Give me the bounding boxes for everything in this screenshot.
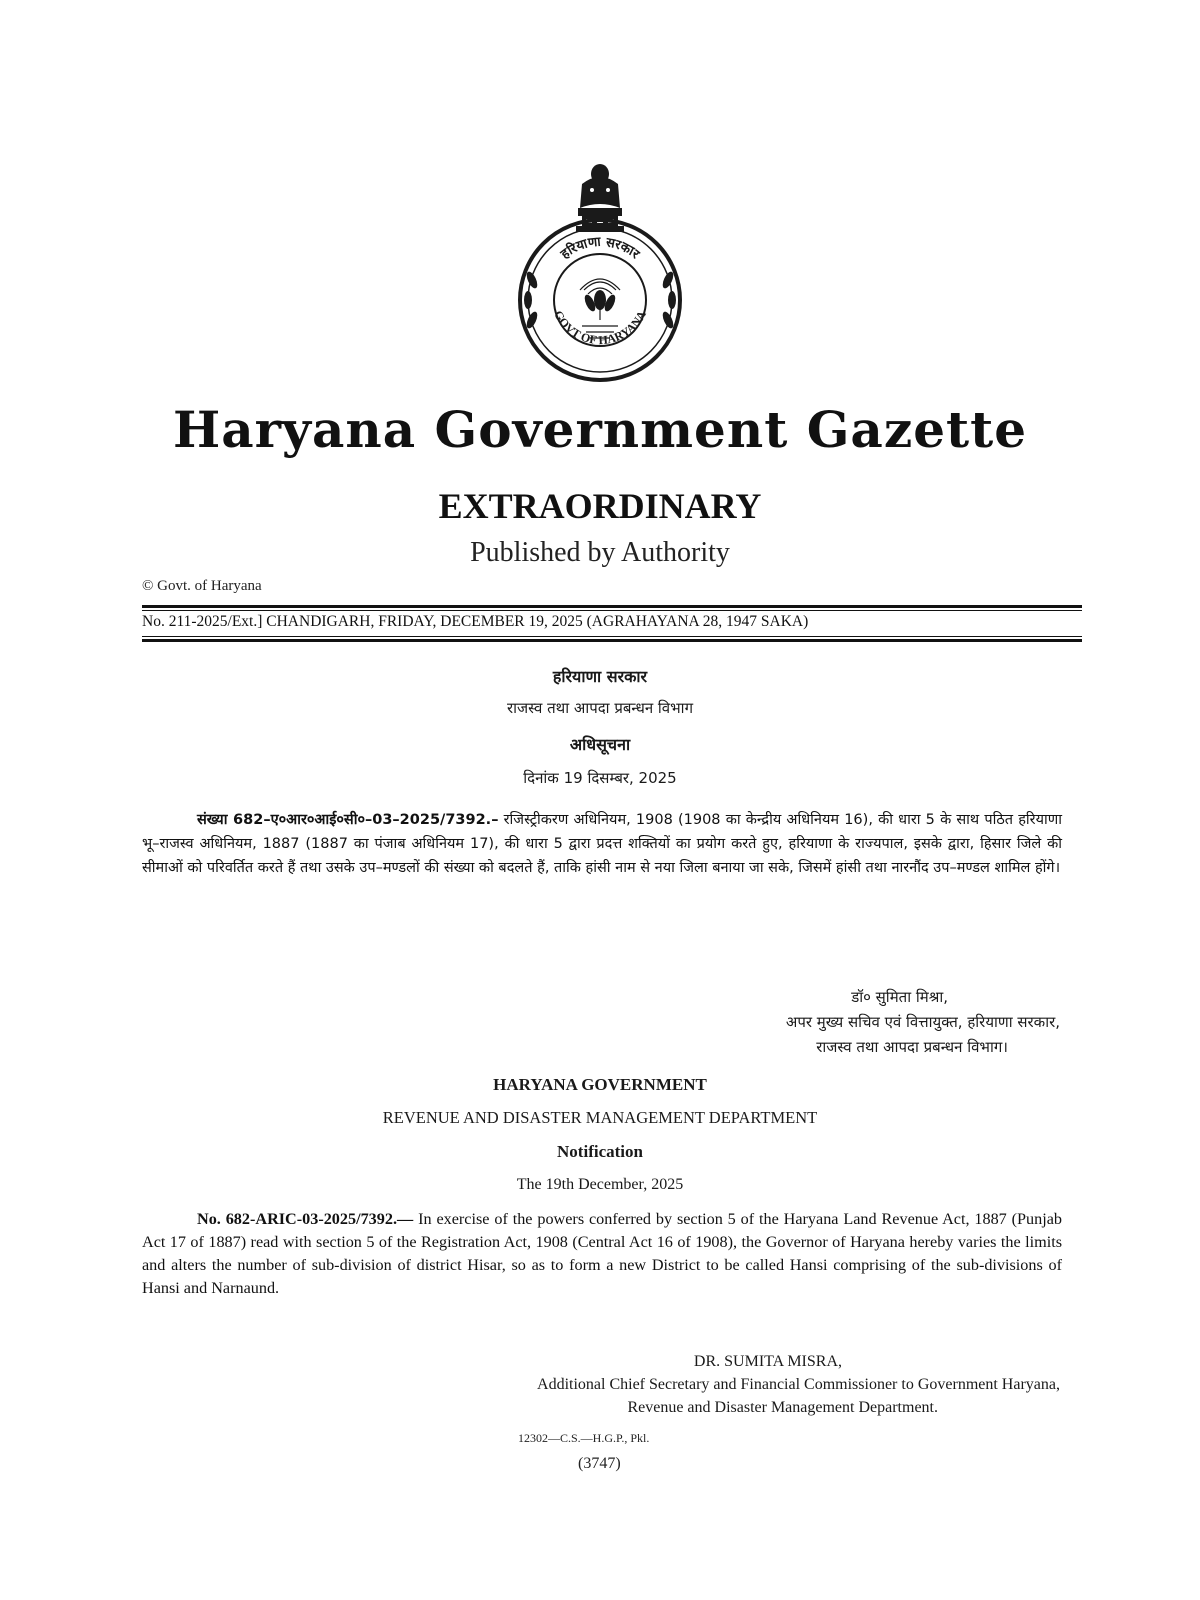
hindi-signatory-department: राजस्व तथा आपदा प्रबन्धन विभाग।: [816, 1038, 1008, 1056]
emblem-english-text: GOVT OF HARYANA: [551, 308, 649, 348]
haryana-emblem-logo: [516, 160, 684, 385]
english-notification-body: [142, 1208, 1062, 1300]
hindi-notification-heading: अधिसूचना: [569, 735, 631, 754]
hindi-signature-block: [786, 985, 1060, 1060]
hindi-signatory-title: अपर मुख्य सचिव एवं वित्तायुक्त, हरियाणा सरकार,: [785, 1013, 1060, 1031]
english-notification-heading: Notification: [557, 1142, 643, 1161]
gazette-title: Haryana Government Gazette: [172, 400, 1028, 459]
published-by-authority: Published by Authority: [470, 537, 730, 568]
printer-code: 12302—C.S.—H.G.P., Pkl.: [518, 1431, 650, 1445]
english-body-text: In exercise of the powers conferred by section 5 of the Haryana Land Revenue Act, 1887 (Punjab Act 17 of 1887) read with section 5 of the Registration Act, 1908 (Central Act 16 of 1908), the Governor of Haryana hereby varies the limits and alters the number of sub-division of district Hisar, so as to form a new District to be called Hansi comprising of the sub-divisions of Hansi and Narnaund.: [142, 1210, 1063, 1297]
english-signatory-title: Additional Chief Secretary and Financial Commissioner to Government Haryana,: [537, 1376, 1060, 1393]
masthead-rule-bottom-thin: [142, 636, 1082, 637]
hindi-body-text: रजिस्ट्रीकरण अधिनियम, 1908 (1908 का केन्द्रीय अधिनियम 16), की धारा 5 के साथ पठित हरियाणा भू–राजस्व अधिनियम, 1887 (1887 का पंजाब अधिनियम 17), की धारा 5 द्वारा प्रदत्त शक्तियों का प्रयोग करते हुए, हरियाणा के राज्यपाल, इसके द्वारा, हिसार जिले की सीमाओं को परिवर्तित करते हैं तथा उसके उप–मण्डलों की संख्या को बदलते हैं, ताकि हांसी नाम से नया जिला बनाया जा सके, जिसमें हांसी तथा नारनौंद उप–मण्डल शामिल होंगे।: [142, 812, 1063, 876]
hindi-notification-body: [142, 808, 1062, 880]
emblem-hindi-text: हरियाणा सरकार: [558, 234, 643, 263]
masthead-rule-top: [142, 605, 1082, 608]
masthead-rule-top-thin: [142, 610, 1082, 611]
english-signatory-name: DR. SUMITA MISRA,: [693, 1353, 842, 1370]
english-government-heading: HARYANA GOVERNMENT: [493, 1075, 707, 1094]
english-department-heading: REVENUE AND DISASTER MANAGEMENT DEPARTMENT: [382, 1108, 818, 1127]
copyright-line: © Govt. of Haryana: [142, 578, 262, 594]
issue-number-line: No. 211-2025/Ext.] CHANDIGARH, FRIDAY, DECEMBER 19, 2025 (AGRAHAYANA 28, 1947 SAKA): [142, 613, 809, 630]
hindi-signatory-name: डॉ० सुमिता मिश्रा,: [851, 988, 948, 1006]
hindi-department-heading: राजस्व तथा आपदा प्रबन्धन विभाग: [506, 699, 694, 717]
english-signatory-department: Revenue and Disaster Management Department.: [627, 1399, 938, 1416]
page-number: (3747): [578, 1455, 621, 1472]
hindi-notification-number: संख्या 682–ए०आर०आई०सी०–03–2025/7392.–: [197, 812, 499, 828]
hindi-government-heading: हरियाणा सरकार: [552, 667, 648, 686]
svg-text:हरियाणा सरकार: [557, 235, 642, 263]
english-notification-number: No. 682-ARIC-03-2025/7392.—: [197, 1210, 414, 1228]
english-signature-block: [537, 1350, 1060, 1419]
extraordinary-heading: EXTRAORDINARY: [438, 486, 762, 526]
masthead-rule-bottom: [142, 639, 1082, 642]
hindi-date: दिनांक 19 दिसम्बर, 2025: [523, 769, 677, 787]
english-date: The 19th December, 2025: [516, 1176, 684, 1193]
